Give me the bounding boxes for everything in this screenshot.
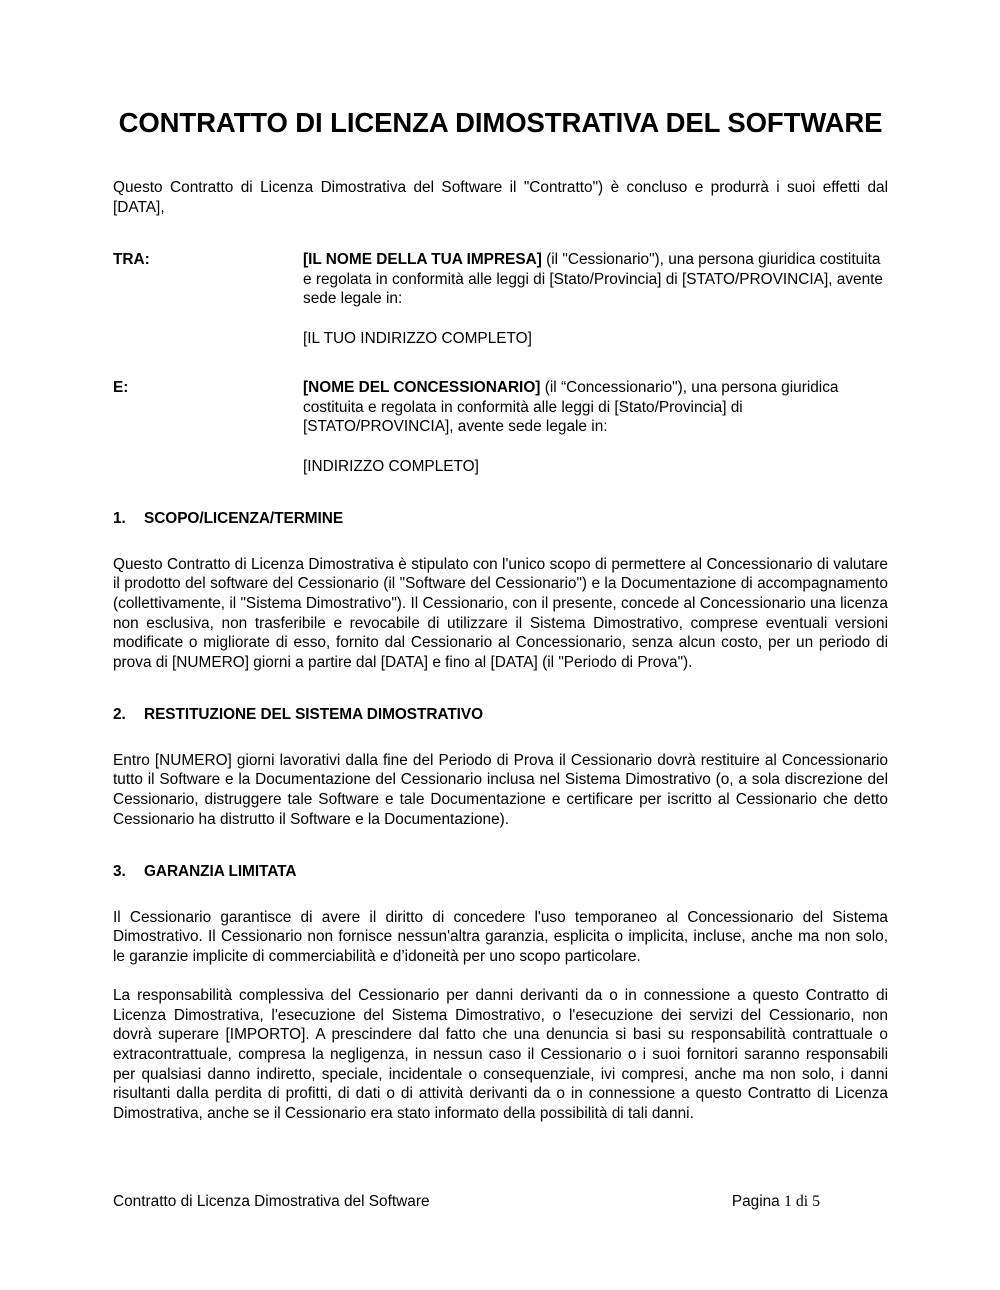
section-title-2: RESTITUZIONE DEL SISTEMA DIMOSTRATIVO	[144, 706, 484, 724]
party-name-line	[303, 250, 888, 309]
party-label-e: E:	[113, 379, 129, 397]
page-footer	[113, 1192, 888, 1212]
footer-page-label: Pagina	[731, 1193, 785, 1210]
document-body	[113, 0, 888, 1123]
section-2-paragraph-1: Entro [NUMERO] giorni lavorativi dalla fine del Periodo di Prova il Cessionario dovrà restituire al Concessionario tutto il Software e la Documentazione del Cessionario inclusa nel Sistema Dimostrativo (o, a sola discrezione del Cessionario, distruggere tale Software e tale Documentazione e certificare per iscritto al Cessionario che detto Cessionario ha distrutto il Software e la Documentazione).	[113, 751, 888, 828]
section-title-1: SCOPO/LICENZA/TERMINE	[144, 510, 344, 528]
spacer	[113, 217, 888, 250]
section-1-paragraph-1: Questo Contratto di Licenza Dimostrativa è stipulato con l'unico scopo di permettere al Concessionario di valutare il prodotto del software del Cessionario (il "Software del Cessionario") e la Documentazione di accompagnamento (collettivamente, il "Sistema Dimostrativo"). Il Cessionario, con il presente, concede al Concessionario una licenza non esclusiva, non trasferibile e revocabile di utilizzare il Sistema Dimostrativo, comprese eventuali versioni modificate o migliorate di esso, fornito dal Cessionario al Concessionario, senza alcun costo, per un periodo di prova di [NUMERO] giorni a partire dal [DATA] e fino al [DATA] (il "Periodo di Prova").	[113, 555, 888, 671]
spacer	[113, 529, 888, 555]
spacer	[113, 672, 888, 705]
party-details-assignor	[303, 250, 888, 348]
page-title: CONTRATTO DI LICENZA DIMOSTRATIVA DEL SOFTWARE	[118, 107, 883, 138]
footer-document-name: Contratto di Licenza Dimostrativa del Software	[113, 1193, 430, 1210]
party-description-assignor: (il "Cessionario"), una persona giuridica costituita e regolata in conformità alle leggi di [Stato/Provincia] di [STATO/PROVINCIA], avente sede legale in:	[303, 251, 883, 308]
section-3-paragraph-1: Il Cessionario garantisce di avere il diritto di concedere l'uso temporaneo al Concessionario del Sistema Dimostrativo. Il Cessionario non fornisce nessun'altra garanzia, esplicita o implicita, incluse, anche ma non solo, le garanzie implicite di commerciabilità e d’idoneità per uno scopo particolare.	[113, 908, 888, 966]
party-name-line	[303, 378, 888, 437]
section-heading-2	[113, 705, 888, 725]
section-title-3: GARANZIA LIMITATA	[144, 863, 297, 881]
footer-page-value: 1 di 5	[784, 1193, 820, 1210]
spacer	[113, 139, 888, 178]
spacer	[113, 348, 888, 378]
party-row-assignor	[113, 250, 888, 348]
section-heading-1	[113, 509, 888, 529]
party-name-licensee: [NOME DEL CONCESSIONARIO]	[303, 379, 541, 397]
party-details-licensee	[303, 378, 888, 476]
party-address-licensee: [INDIRIZZO COMPLETO]	[303, 457, 479, 475]
section-number-1: 1.	[113, 510, 126, 528]
footer-page-number	[732, 1192, 888, 1212]
intro-paragraph: Questo Contratto di Licenza Dimostrativa del Software il "Contratto") è concluso e produrrà i suoi effetti dal [DATA],	[113, 179, 888, 216]
party-address-assignor: [IL TUO INDIRIZZO COMPLETO]	[303, 329, 532, 347]
party-name-assignor: [IL NOME DELLA TUA IMPRESA]	[303, 251, 542, 269]
spacer	[113, 829, 888, 862]
party-row-licensee	[113, 378, 888, 476]
section-number-3: 3.	[113, 863, 126, 881]
spacer	[113, 882, 888, 908]
section-heading-3	[113, 862, 888, 882]
section-number-2: 2.	[113, 706, 126, 724]
spacer	[113, 476, 888, 509]
party-description-licensee: (il “Concessionario"), una persona giuridica costituita e regolata in conformità alle leggi di [Stato/Provincia] di [STATO/PROVINCIA], avente sede legale in:	[303, 379, 839, 436]
spacer	[113, 967, 888, 987]
party-label-tra: TRA:	[113, 251, 150, 269]
section-3-paragraph-2: La responsabilità complessiva del Cessionario per danni derivanti da o in connessione a questo Contratto di Licenza Dimostrativa, l'esecuzione del Sistema Dimostrativo, o l'esecuzione dei servizi del Cessionario, non dovrà superare [IMPORTO]. A prescindere dal fatto che una denuncia si basi su responsabilità contrattuale o extracontrattuale, compresa la negligenza, in nessun caso il Cessionario o i suoi fornitori saranno responsabili per qualsiasi danno indiretto, speciale, incidentale o consequenziale, ivi compresi, anche ma non solo, i danni risultanti dalla perdita di profitti, di dati o di attività derivanti da o in connessione a questo Contratto di Licenza Dimostrativa, anche se il Cessionario era stato informato della possibilità di tali danni.	[113, 987, 888, 1122]
spacer	[113, 725, 888, 751]
